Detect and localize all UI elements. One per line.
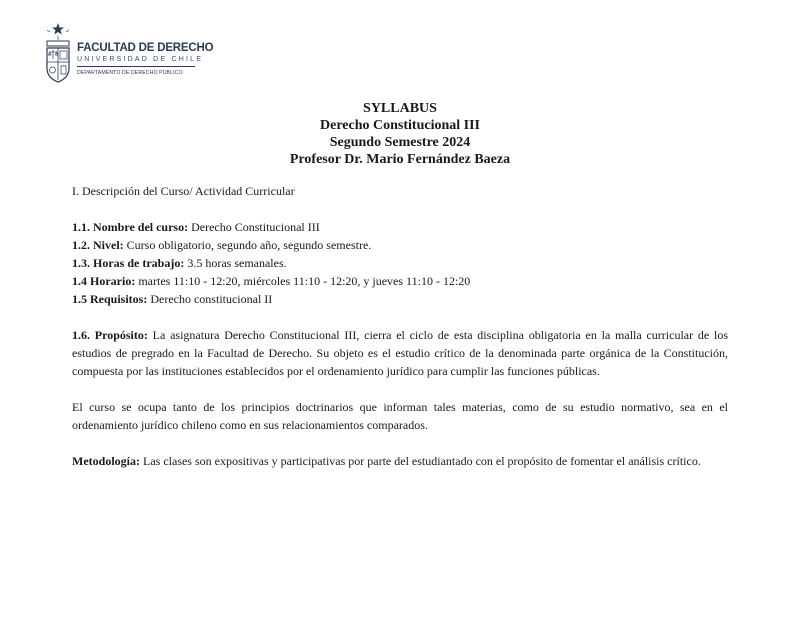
course-scope-paragraph: [72, 398, 728, 434]
faculty-logo: [44, 18, 214, 90]
header-course: Derecho Constitucional III: [320, 118, 480, 133]
item-value: Derecho Constitucional III: [188, 220, 320, 234]
methodology-paragraph: [72, 452, 728, 470]
logo-divider: [77, 66, 195, 67]
spacer: [72, 308, 728, 326]
item-label: 1.2. Nivel:: [72, 238, 124, 252]
syllabus-header: [0, 100, 800, 168]
requirements-item: [72, 290, 728, 308]
section-heading-text: I. Descripción del Curso/ Actividad Curricular: [72, 184, 295, 198]
section-heading: [72, 182, 728, 200]
purpose-label: 1.6. Propósito:: [72, 328, 148, 342]
item-label: 1.5 Requisitos:: [72, 292, 148, 306]
item-label: 1.4 Horario:: [72, 274, 136, 288]
header-title: SYLLABUS: [363, 101, 437, 116]
university-crest-icon: [44, 22, 72, 84]
syllabus-body: [72, 182, 728, 470]
item-value: 3.5 horas semanales.: [184, 256, 287, 270]
work-hours-item: [72, 254, 728, 272]
spacer: [72, 434, 728, 452]
course-scope-text: El curso se ocupa tanto de los principios doctrinarios que informan tales materias, como de su estudio normativo, sea en el ordenamiento jurídico chileno como en sus relacionamientos comparados.: [72, 400, 728, 432]
logo-title: FACULTAD DE DERECHO: [77, 42, 214, 54]
item-label: 1.3. Horas de trabajo:: [72, 256, 185, 270]
item-value: martes 11:10 - 12:20, miércoles 11:10 - 12:20, y jueves 11:10 - 12:20: [135, 274, 471, 288]
purpose-paragraph: [72, 326, 728, 380]
logo-department: DEPARTAMENTO DE DERECHO PÚBLICO: [77, 70, 183, 76]
spacer: [72, 380, 728, 398]
logo-subtitle: UNIVERSIDAD DE CHILE: [77, 56, 204, 63]
header-semester: Segundo Semestre 2024: [329, 135, 471, 150]
course-name-item: [72, 218, 728, 236]
header-professor: Profesor Dr. Mario Fernández Baeza: [289, 152, 511, 167]
methodology-text: Las clases son expositivas y participativas por parte del estudiantado con el propósito de fomentar el análisis crítico.: [140, 454, 701, 468]
item-value: Derecho constitucional II: [147, 292, 273, 306]
item-value: Curso obligatorio, segundo año, segundo semestre.: [123, 238, 372, 252]
spacer: [72, 200, 728, 218]
item-label: 1.1. Nombre del curso:: [72, 220, 189, 234]
course-level-item: [72, 236, 728, 254]
methodology-label: Metodología:: [72, 454, 140, 468]
logo-text: [77, 42, 213, 76]
purpose-text: La asignatura Derecho Constitucional III, cierra el ciclo de esta disciplina obligatoria en la malla curricular de los estudios de pregrado en la Facultad de Derecho. Su objeto es el estudio crítico de la denominada parte orgánica de la Constitución, compuesta por las instituciones establecidos por el ordenamiento jurídico para cumplir las funciones públicas.: [72, 328, 729, 378]
schedule-item: [72, 272, 728, 290]
